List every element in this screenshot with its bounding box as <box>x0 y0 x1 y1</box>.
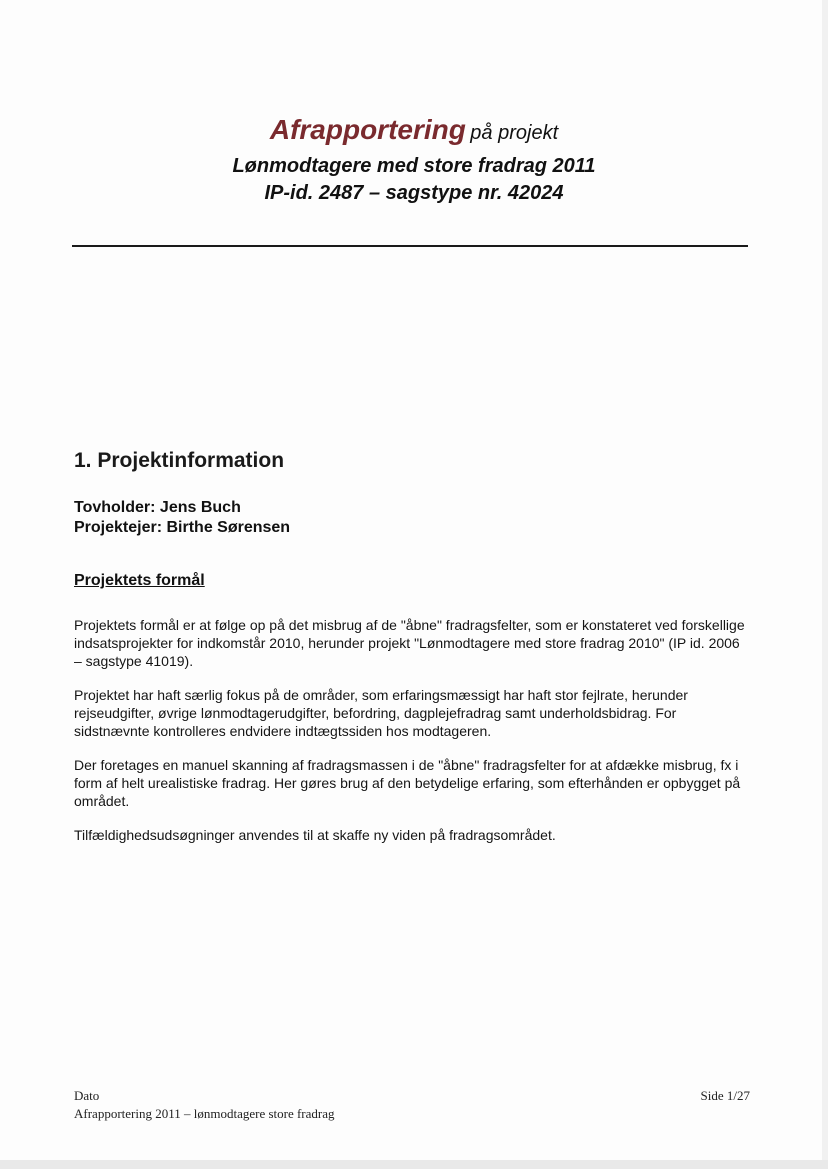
projektejer-line: Projektejer: Birthe Sørensen <box>74 519 291 536</box>
title-line <box>0 112 828 153</box>
paragraph-focus: Projektet har haft særlig fokus på de områder, som erfaringsmæssigt har haft stor fejlrate, herunder rejseudgifter, øvrige lønmodtagerudgifter, befordring, dagplejefradrag samt underholdsbidrag. For sidstnævnte kontrolleres endvidere indtægtssiden hos modtageren. <box>74 687 688 739</box>
section-heading: 1. Projektinformation <box>74 449 285 472</box>
project-id: IP-id. 2487 – sagstype nr. 42024 <box>264 182 564 204</box>
footer-date-label: Dato <box>74 1088 100 1103</box>
header-divider <box>72 245 748 247</box>
project-name: Lønmodtagere med store fradrag 2011 <box>232 155 596 177</box>
paragraph-purpose: Projektets formål er at følge op på det misbrug af de "åbne" fradragsfelter, som er konstateret ved forskellige indsatsprojekter for indkomstår 2010, herunder projekt "Lønmodtagere med store fradrag 2010" (IP id. 2006 – sagstype 41019). <box>74 617 745 669</box>
purpose-subheading: Projektets formål <box>74 572 205 589</box>
report-title-suffix: på projekt <box>470 122 559 144</box>
paragraph-random-sampling: Tilfældighedsudsøgninger anvendes til at skaffe ny viden på fradragsområdet. <box>74 827 556 843</box>
scan-edge-right <box>822 0 828 1169</box>
paragraph-scanning: Der foretages en manuel skanning af fradragsmassen i de "åbne" fradragsfelter for at afdække misbrug, fx i form af helt urealistiske fradrag. Her gøres brug af den betydelige erfaring, som efterhånden er opbygget på området. <box>74 757 741 809</box>
page-number: Side 1/27 <box>700 1088 750 1103</box>
report-title: Afrapportering <box>269 114 466 145</box>
project-roles <box>74 498 290 538</box>
document-title-block <box>0 112 828 207</box>
scan-edge-bottom <box>0 1160 828 1169</box>
footer-document-title: Afrapportering 2011 – lønmodtagere store fradrag <box>74 1106 335 1121</box>
page-footer <box>74 1087 335 1123</box>
tovholder-line: Tovholder: Jens Buch <box>74 499 241 516</box>
